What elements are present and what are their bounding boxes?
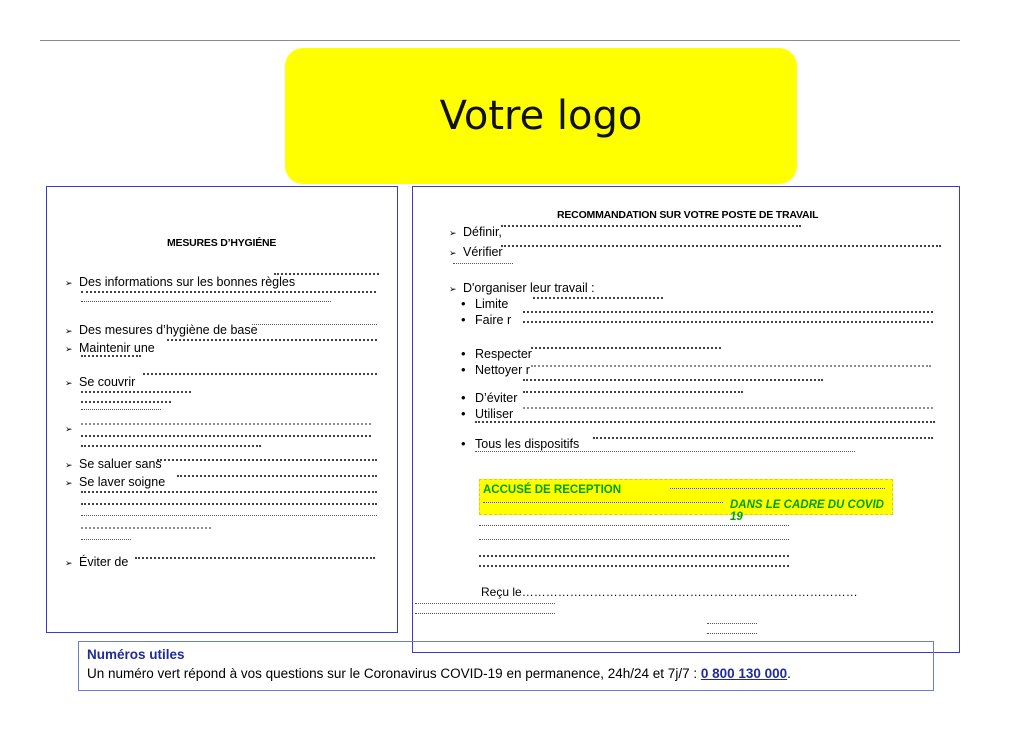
illegible-text — [523, 379, 823, 386]
arrow-icon: ➢ — [65, 424, 73, 434]
workstation-document — [412, 186, 960, 653]
illegible-text — [523, 407, 933, 414]
workstation-bullet: • Faire r — [461, 312, 512, 327]
hygiene-item: ➢ Maintenir une — [65, 341, 155, 355]
illegible-text — [479, 565, 789, 572]
illegible-text — [81, 409, 161, 413]
workstation-bullet: • Tous les dispositifs — [461, 436, 580, 451]
hygiene-item: ➢ Se laver soigne — [65, 475, 166, 489]
illegible-text — [593, 437, 933, 444]
illegible-text — [81, 445, 261, 452]
illegible-text — [81, 291, 376, 298]
ack-subtitle: DANS LE CADRE DU COVID 19 — [730, 499, 884, 523]
illegible-text — [177, 475, 377, 482]
illegible-text — [81, 539, 131, 543]
workstation-item: ➢ Définir, — [449, 225, 502, 239]
hygiene-item: ➢ Des informations sur les bonnes règles — [65, 275, 296, 289]
illegible-text — [81, 391, 191, 398]
hygiene-item: ➢ Se saluer sans — [65, 457, 162, 471]
hygiene-document — [46, 186, 398, 633]
ack-title: ACCUSÉ DE RECEPTION — [483, 484, 622, 496]
illegible-text — [533, 297, 663, 304]
illegible-text — [81, 503, 377, 510]
illegible-text — [81, 301, 331, 305]
illegible-text — [479, 539, 789, 543]
useful-numbers-title: Numéros utiles — [87, 647, 185, 662]
bullet-icon: • — [461, 406, 466, 421]
bullet-icon: • — [461, 390, 466, 405]
illegible-text — [479, 555, 789, 562]
logo-placeholder — [285, 48, 797, 184]
illegible-text — [252, 324, 377, 328]
illegible-text — [143, 373, 377, 380]
illegible-text — [475, 421, 935, 428]
illegible-text — [81, 401, 171, 408]
top-rule — [40, 40, 960, 41]
hygiene-title: MESURES D’HYGIÉNE — [167, 237, 277, 249]
workstation-item: ➢ Vérifier — [449, 245, 503, 259]
arrow-icon: ➢ — [65, 278, 73, 288]
illegible-text — [531, 365, 931, 372]
useful-numbers-text: Un numéro vert répond à vos questions sur le Coronavirus COVID-19 en permanence, 24h/24 et 7j/7 : 0 800 130 000. — [87, 666, 791, 681]
illegible-text — [483, 502, 723, 506]
illegible-text — [670, 488, 885, 492]
illegible-text — [707, 633, 757, 637]
illegible-text — [81, 527, 211, 534]
arrow-icon: ➢ — [65, 558, 73, 568]
illegible-text — [501, 225, 801, 232]
illegible-text — [531, 347, 721, 354]
workstation-bullet: • Utiliser — [461, 406, 514, 421]
useful-numbers-box — [78, 641, 934, 691]
workstation-item: ➢ D'organiser leur travail : — [449, 281, 595, 295]
hygiene-item: ➢ Des mesures d’hygiène de base — [65, 323, 258, 337]
workstation-bullet: • D’éviter — [461, 390, 518, 405]
arrow-icon: ➢ — [65, 460, 73, 470]
received-line: Reçu le………………………………………………………………………… — [481, 585, 858, 599]
illegible-text — [475, 451, 855, 455]
illegible-text — [81, 515, 377, 519]
illegible-text — [523, 311, 933, 318]
illegible-text — [453, 263, 513, 267]
workstation-bullet: • Respecter — [461, 346, 532, 361]
arrow-icon: ➢ — [65, 478, 73, 488]
arrow-icon: ➢ — [65, 378, 73, 388]
arrow-icon: ➢ — [449, 284, 457, 294]
hygiene-item: ➢ Éviter de — [65, 555, 129, 569]
illegible-text — [81, 423, 371, 430]
arrow-icon: ➢ — [65, 344, 73, 354]
illegible-text — [81, 491, 377, 498]
acknowledgement-banner — [479, 479, 893, 523]
phone-link[interactable]: 0 800 130 000 — [700, 666, 788, 681]
illegible-text — [274, 273, 379, 280]
workstation-bullet: • Limite — [461, 296, 509, 311]
logo-text: Votre logo — [439, 93, 643, 139]
workstation-title: RECOMMANDATION SUR VOTRE POSTE DE TRAVAIL — [557, 209, 819, 221]
illegible-text — [707, 623, 757, 627]
illegible-text — [167, 339, 377, 346]
illegible-text — [523, 321, 933, 328]
illegible-text — [81, 355, 141, 362]
hygiene-bullet — [65, 421, 79, 436]
arrow-icon: ➢ — [65, 326, 73, 336]
hygiene-item: ➢ Se couvrir — [65, 375, 136, 389]
bullet-icon: • — [461, 436, 466, 451]
illegible-text — [415, 613, 555, 617]
illegible-text — [501, 245, 941, 252]
illegible-text — [135, 557, 375, 564]
bullet-icon: • — [461, 312, 466, 327]
workstation-bullet: • Nettoyer r — [461, 362, 530, 377]
arrow-icon: ➢ — [449, 248, 457, 258]
bullet-icon: • — [461, 362, 466, 377]
bullet-icon: • — [461, 346, 466, 361]
illegible-text — [523, 391, 743, 398]
illegible-text — [81, 435, 371, 442]
illegible-text — [415, 603, 555, 607]
illegible-text — [157, 459, 377, 466]
illegible-text — [479, 525, 789, 529]
arrow-icon: ➢ — [449, 228, 457, 238]
bullet-icon: • — [461, 296, 466, 311]
